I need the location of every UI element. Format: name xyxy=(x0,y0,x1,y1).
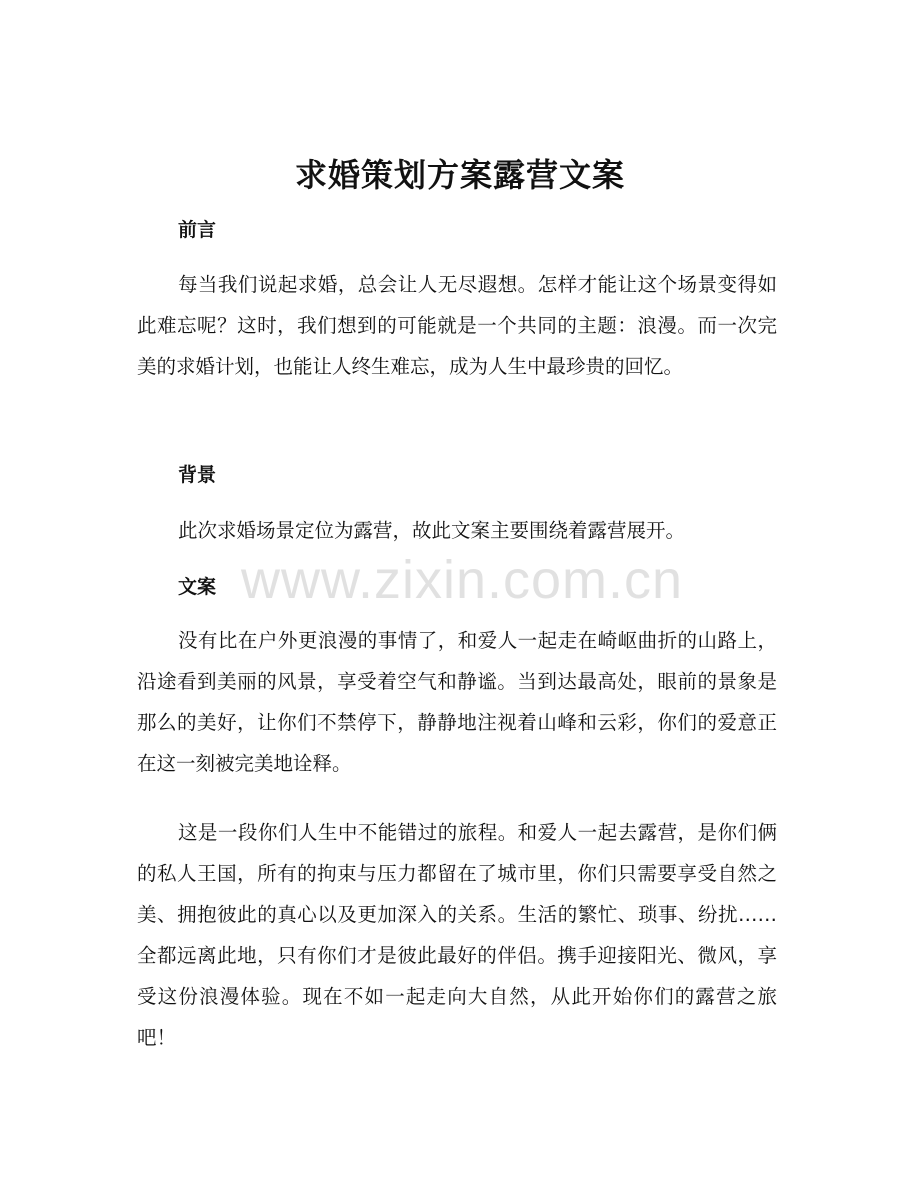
section-paragraph-copy-2: 这是一段你们人生中不能错过的旅程。和爱人一起去露营，是你们俩的私人王国，所有的拘束与压力都留在了城市里，你们只需要享受自然之美、拥抱彼此的真心以及更加深入的关系。生活的繁忙、琐事、纷扰……全都远离此地，只有你们才是彼此最好的伴侣。携手迎接阳光、微风，享受这份浪漫体验。现在不如一起走向大自然，从此开始你们的露营之旅吧！ xyxy=(137,821,777,1049)
section-paragraph-copy-1: 没有比在户外更浪漫的事情了，和爱人一起走在崎岖曲折的山路上，沿途看到美丽的风景，享受着空气和静谧。当到达最高处，眼前的景象是那么的美好，让你们不禁停下，静静地注视着山峰和云彩，你们的爱意正在这一刻被完美地诠释。 xyxy=(137,629,777,775)
document-title: 求婚策划方案露营文案 xyxy=(294,156,625,194)
section-heading-preface: 前言 xyxy=(178,219,217,241)
watermark: www.zixin.com.cn xyxy=(240,550,684,610)
section-heading-background: 背景 xyxy=(178,464,217,486)
section-paragraph-background: 此次求婚场景定位为露营，故此文案主要围绕着露营展开。 xyxy=(177,519,685,542)
section-paragraph-preface: 每当我们说起求婚，总会让人无尽遐想。怎样才能让这个场景变得如此难忘呢？这时，我们想到的可能就是一个共同的主题：浪漫。而一次完美的求婚计划，也能让人终生难忘，成为人生中最珍贵的回忆。 xyxy=(137,273,777,378)
section-heading-copy: 文案 xyxy=(178,576,217,598)
